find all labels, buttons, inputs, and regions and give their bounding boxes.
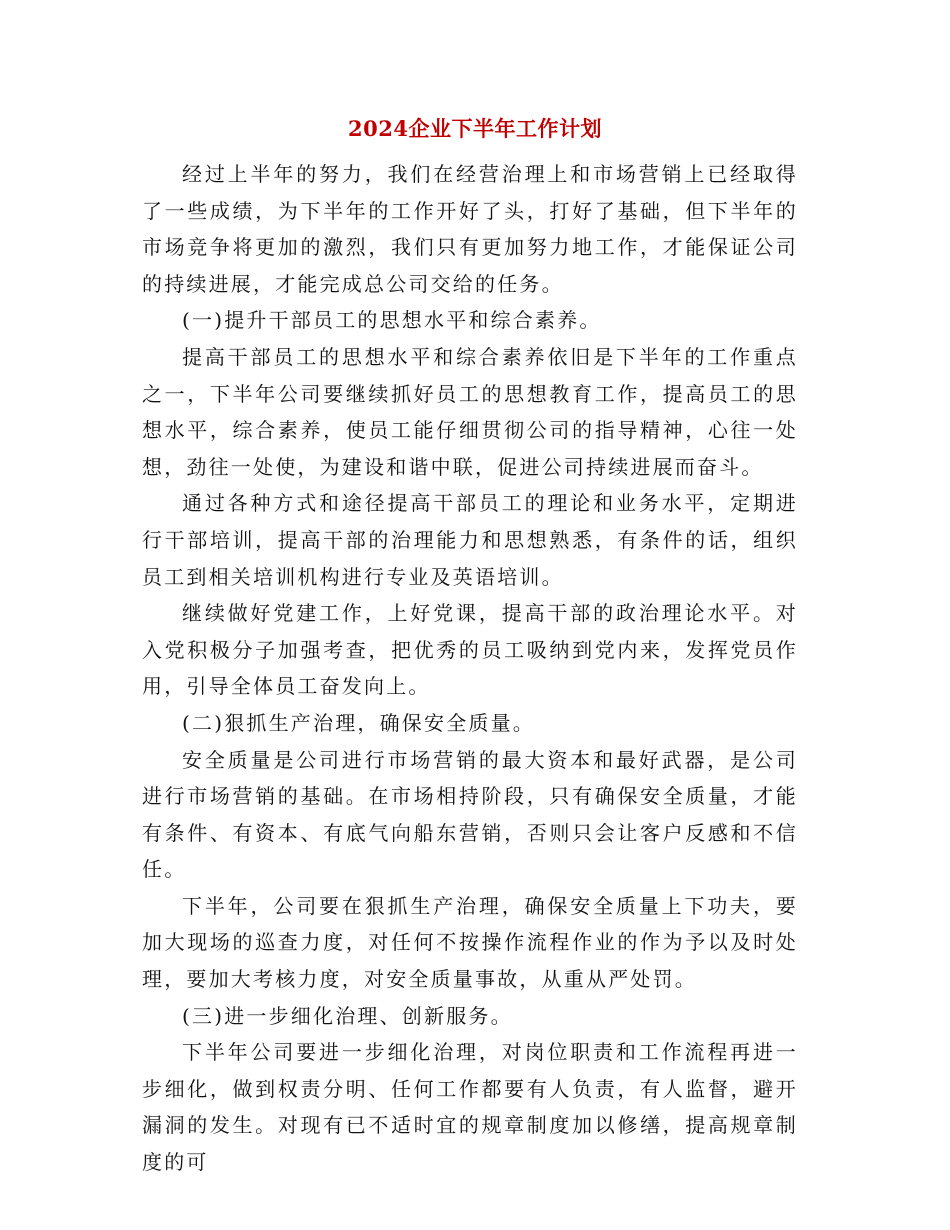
section-heading-2: (二)狠抓生产治理，确保安全质量。	[182, 710, 536, 735]
section-heading-3: (三)进一步细化治理、创新服务。	[182, 1003, 513, 1028]
paragraph: 继续做好党建工作，上好党课，提高干部的政治理论水平。对入党积极分子加强考查，把优秀的员工吸纳到党内来，发挥党员作用，引导全体员工奋发向上。	[142, 601, 798, 699]
paragraph-intro: 经过上半年的努力，我们在经营治理上和市场营销上已经取得了一些成绩，为下半年的工作开好了头，打好了基础，但下半年的市场竞争将更加的激烈，我们只有更加努力地工作，才能保证公司的持续进展，才能完成总公司交给的任务。	[142, 162, 798, 296]
section-heading-1: (一)提升干部员工的思想水平和综合素养。	[182, 308, 602, 333]
paragraph: 通过各种方式和途径提高干部员工的理论和业务水平，定期进行干部培训，提高干部的治理能力和思想熟悉，有条件的话，组织员工到相关培训机构进行专业及英语培训。	[142, 491, 798, 589]
paragraph: 下半年公司要进一步细化治理，对岗位职责和工作流程再进一步细化，做到权责分明、任何工作都要有人负责，有人监督，避开漏洞的发生。对现有已不适时宜的规章制度加以修缮，提高规章制度的可	[142, 1040, 798, 1175]
paragraph: 下半年，公司要在狠抓生产治理，确保安全质量上下功夫，要加大现场的巡查力度，对任何不按操作流程作业的作为予以及时处理，要加大考核力度，对安全质量事故，从重从严处罚。	[142, 893, 798, 992]
document-title: 2024企业下半年工作计划	[348, 116, 602, 141]
paragraph: 提高干部员工的思想水平和综合素养依旧是下半年的工作重点之一，下半年公司要继续抓好员工的思想教育工作，提高员工的思想水平，综合素养，使员工能仔细贯彻公司的指导精神，心往一处想，劲往一处使，为建设和谐中联，促进公司持续进展而奋斗。	[142, 344, 798, 479]
paragraph: 安全质量是公司进行市场营销的最大资本和最好武器，是公司进行市场营销的基础。在市场相持阶段，只有确保安全质量，才能有条件、有资本、有底气向船东营销，否则只会让客户反感和不信任。	[142, 747, 798, 882]
document-body	[142, 156, 798, 1181]
